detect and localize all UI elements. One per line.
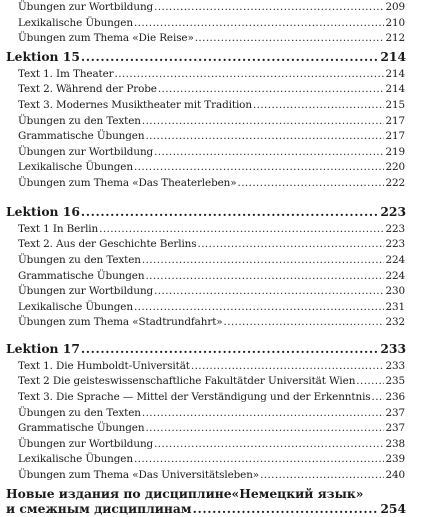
toc-entry-title: Übungen zum Thema «Die Reise» [18, 32, 194, 45]
toc-entry [18, 0, 405, 14]
toc-entry-title: Übungen zum Thema «Das Universitätsleben» [18, 469, 260, 481]
toc-entry-page: 210 [385, 16, 405, 29]
toc-entry-title: Übungen zum Thema «Das Theaterleben» [18, 177, 237, 189]
toc-entry-page: 217 [385, 130, 405, 143]
toc-entry-title: Übungen zur Wortbildung [18, 145, 154, 158]
lesson-page: 233 [380, 340, 406, 356]
toc-entry [18, 452, 405, 466]
toc-lesson-heading [6, 49, 406, 65]
toc-entry-title: Text 3. Modernes Musiktheater mit Tradition [18, 99, 252, 111]
toc-entry-title: Übungen zur Wortbildung [18, 285, 154, 298]
dot-leader [134, 452, 385, 466]
final-section-heading-line2 [6, 501, 406, 517]
dot-leader [158, 82, 385, 96]
toc-entry-page: 219 [385, 145, 405, 158]
toc-entry [18, 31, 405, 45]
toc-entry [18, 176, 405, 190]
final-section-page: 254 [380, 500, 406, 516]
dot-leader [154, 284, 384, 298]
toc-entry-title: Text 2. Aus der Geschichte Berlins [18, 238, 197, 251]
toc-entry-page: 212 [385, 32, 405, 45]
dot-leader [145, 129, 384, 143]
toc-entry [18, 437, 405, 451]
toc-entry-title: Text 1. Die Humboldt-Universität [18, 359, 190, 372]
toc-entry [18, 269, 405, 283]
dot-leader [260, 468, 384, 482]
dot-leader [154, 145, 384, 159]
toc-entry-title: Übungen zu den Texten [18, 114, 141, 127]
toc-entry-page: 217 [385, 114, 405, 127]
toc-entry-title: Text 1 In Berlin [18, 222, 99, 235]
toc-entry-title: Lexikalische Übungen [18, 300, 133, 313]
toc-entry-title: Grammatische Übungen [18, 422, 145, 435]
toc-entry-title: Übungen zu den Texten [18, 254, 141, 266]
toc-entry [18, 468, 405, 482]
dot-leader [134, 160, 385, 174]
toc-entry-page: 240 [385, 469, 405, 481]
toc-lesson-heading [6, 204, 406, 220]
toc-entry [18, 359, 405, 373]
toc-entry-title: Lexikalische Übungen [18, 161, 133, 174]
dot-leader [142, 406, 385, 420]
toc-entry [18, 284, 405, 298]
toc-entry [18, 82, 405, 96]
toc-entry-title: Grammatische Übungen [18, 130, 145, 143]
toc-lesson-heading [6, 341, 406, 357]
toc-entry [18, 222, 405, 236]
toc-entry [18, 253, 405, 267]
toc-entry [18, 374, 405, 388]
dot-leader [198, 237, 385, 251]
toc-entry-title: Text 2. Während der Probe [18, 83, 157, 96]
dot-leader [191, 359, 385, 373]
lesson-page: 214 [380, 48, 406, 64]
toc-entry-page: 220 [385, 161, 405, 174]
toc-entry-page: 238 [385, 437, 405, 450]
toc-entry-page: 231 [385, 300, 405, 313]
dot-leader [356, 374, 384, 388]
toc-entry [18, 16, 405, 30]
toc-entry [18, 390, 405, 404]
toc-entry-page: 224 [385, 269, 405, 282]
dot-leader [81, 204, 379, 220]
toc-entry-page: 237 [385, 406, 405, 419]
toc-entry-title: Text 3. Die Sprache — Mittel der Verständigung und der Erkenntnis [18, 391, 371, 403]
dot-leader [195, 31, 385, 45]
toc-entry [18, 129, 405, 143]
dot-leader [145, 269, 384, 283]
dot-leader [253, 98, 385, 112]
dot-leader [193, 501, 380, 517]
toc-entry [18, 237, 405, 251]
toc-entry-page: 237 [385, 422, 405, 435]
toc-entry-title: Übungen zur Wortbildung [18, 1, 154, 13]
dot-leader [142, 253, 385, 267]
dot-leader [115, 67, 385, 81]
toc-entry-page: 235 [385, 375, 405, 388]
lesson-title: Lektion 16 [6, 203, 80, 219]
dot-leader [99, 222, 384, 236]
toc-entry-page: 209 [385, 1, 405, 13]
dot-leader [238, 176, 385, 190]
dot-leader [142, 114, 385, 128]
toc-entry-title: Text 1. Im Theater [18, 67, 114, 80]
toc-entry-page: 215 [385, 99, 405, 111]
dot-leader [134, 16, 385, 30]
dot-leader [224, 315, 385, 329]
toc-entry-title: Grammatische Übungen [18, 269, 145, 282]
lesson-title: Lektion 15 [6, 48, 80, 64]
final-section-heading-line1 [6, 486, 406, 502]
lesson-page: 223 [380, 203, 406, 219]
toc-entry [18, 315, 405, 329]
toc-entry-page: 214 [385, 67, 405, 80]
dot-leader [81, 341, 379, 357]
toc-entry-page: 223 [385, 222, 405, 235]
toc-entry-title: Lexikalische Übungen [18, 453, 133, 466]
toc-entry-page: 223 [385, 238, 405, 251]
final-section-title-line1: Новые издания по дисциплине«Немецкий язык» [6, 485, 364, 501]
toc-entry [18, 114, 405, 128]
dot-leader [154, 0, 384, 14]
toc-entry-title: Lexikalische Übungen [18, 16, 133, 29]
toc-entry-title: Übungen zum Thema «Stadtrundfahrt» [18, 316, 223, 329]
toc-entry-page: 239 [385, 453, 405, 466]
toc-entry-page: 232 [385, 316, 405, 329]
toc-entry-page: 236 [385, 391, 405, 403]
toc-entry-title: Übungen zu den Texten [18, 406, 141, 419]
lesson-title: Lektion 17 [6, 340, 80, 356]
dot-leader [154, 437, 384, 451]
toc-entry-page: 214 [385, 83, 405, 96]
toc-entry [18, 406, 405, 420]
toc-entry-page: 230 [385, 285, 405, 298]
toc-entry [18, 145, 405, 159]
final-section-title-line2: и смежным дисциплинам [6, 500, 192, 516]
toc-entry [18, 300, 405, 314]
toc-entry-page: 222 [385, 177, 405, 189]
dot-leader [372, 390, 385, 404]
toc-entry-title: Text 2 Die geisteswissenschaftliche Fakultätder Universität Wien [18, 375, 356, 388]
toc-entry-title: Übungen zur Wortbildung [18, 437, 154, 450]
dot-leader [145, 421, 384, 435]
toc-entry [18, 421, 405, 435]
toc-entry [18, 160, 405, 174]
dot-leader [81, 49, 379, 65]
toc-entry-page: 224 [385, 254, 405, 266]
toc-entry [18, 98, 405, 112]
toc-entry-page: 233 [385, 359, 405, 372]
dot-leader [134, 300, 385, 314]
toc-entry [18, 67, 405, 81]
